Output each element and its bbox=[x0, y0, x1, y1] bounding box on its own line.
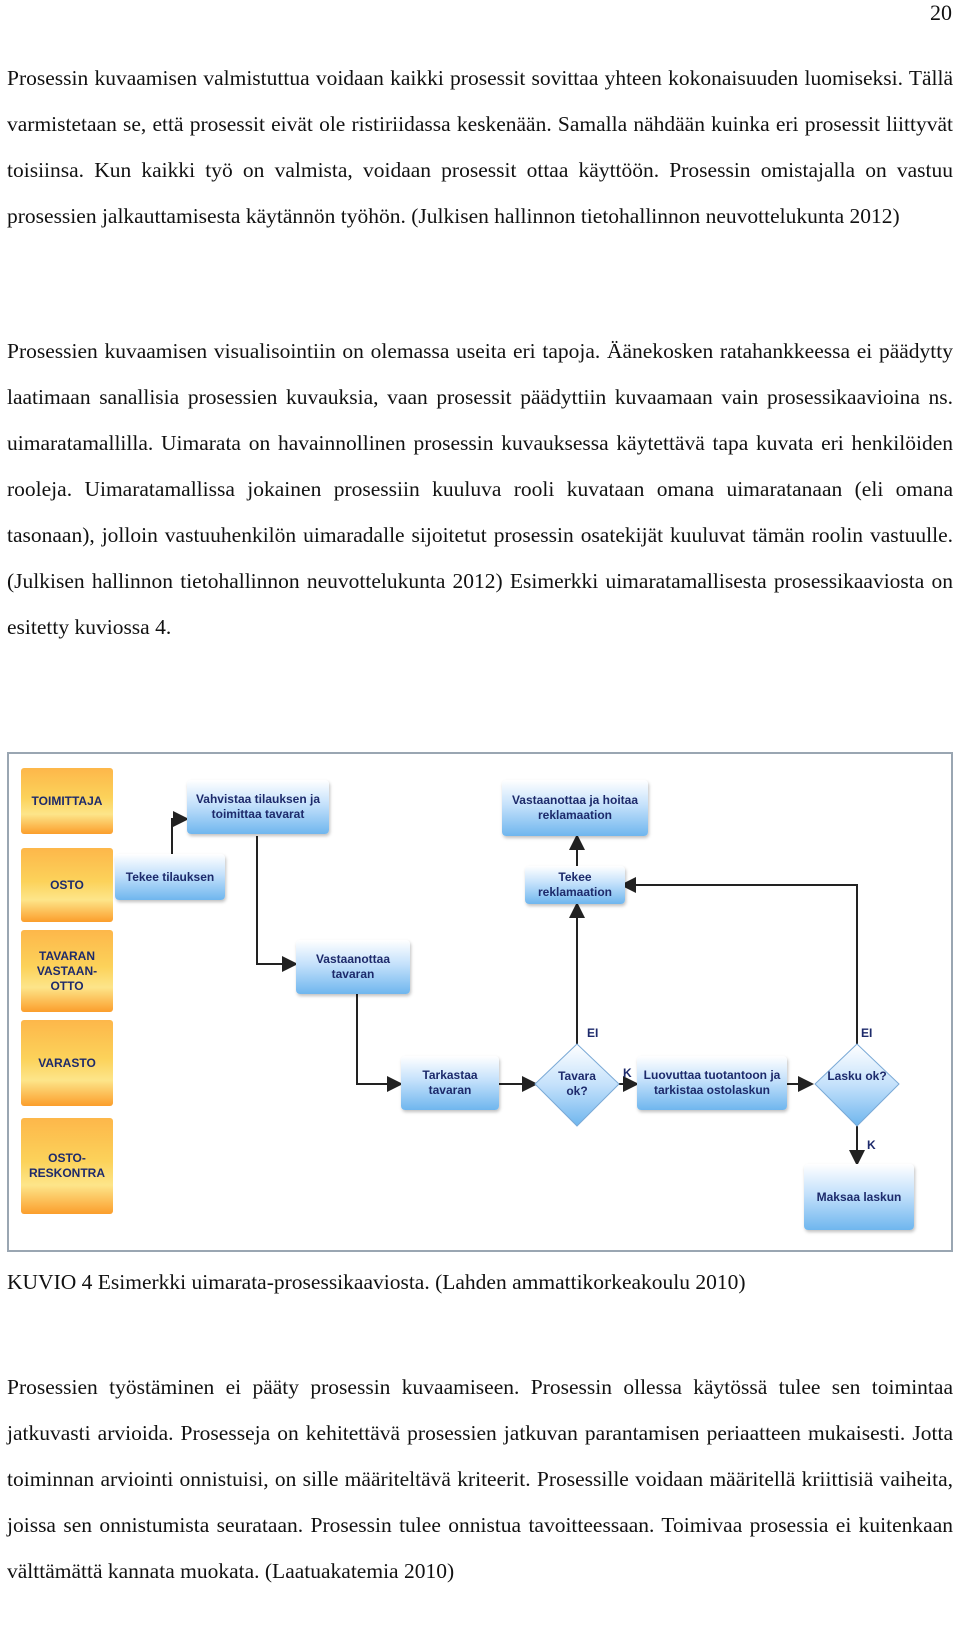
lane-ostoreskontra: OSTO- RESKONTRA bbox=[21, 1118, 113, 1214]
connector-receive-to-inspect bbox=[357, 994, 401, 1084]
lane-varasto: VARASTO bbox=[21, 1020, 113, 1106]
edge-label-goods-yes: K bbox=[623, 1066, 632, 1080]
decision-diamond-invoice bbox=[815, 1044, 899, 1126]
edge-label-invoice-yes: K bbox=[867, 1138, 876, 1152]
connector-invoice-no-to-complaint bbox=[622, 885, 857, 1044]
swimlane-diagram bbox=[7, 752, 953, 1252]
decision-invoice-ok: Lasku ok? bbox=[827, 1069, 887, 1083]
step-deliver-and-check-invoice: Luovuttaa tuotantoon ja tarkistaa ostolaskun bbox=[637, 1056, 787, 1110]
step-confirm-order: Vahvistaa tilauksen ja toimittaa tavarat bbox=[187, 780, 329, 834]
figure-caption: KUVIO 4 Esimerkki uimarata-prosessikaaviosta. (Lahden ammattikorkeakoulu 2010) bbox=[7, 1270, 746, 1294]
connector-confirm-to-receive bbox=[257, 836, 296, 964]
paragraph-3: Prosessien työstäminen ei pääty prosessin kuvaamiseen. Prosessin ollessa käytössä tulee sen toimintaa jatkuvasti arvioida. Prosesseja on kehitettävä prosessien jatkuvan parantamisen periaatteen mukaisesti. Jotta toiminnan arviointi onnistuisi, on sille määriteltävä kriteerit. Prosessille voidaan määritellä kriittisiä vaiheita, joissa sen onnistumista seurataan. Prosessin tulee onnistua tavoitteessaan. Toimivaa prosessia ei kuitenkaan välttämättä kannata muokata. (Laatuakatemia 2010) bbox=[7, 1375, 953, 1583]
step-make-complaint: Tekee reklamaation bbox=[525, 866, 625, 904]
lane-tavaran-vastaanotto: TAVARAN VASTAAN- OTTO bbox=[21, 930, 113, 1012]
step-place-order: Tekee tilauksen bbox=[115, 854, 225, 900]
page-number: 20 bbox=[930, 0, 952, 25]
step-pay-invoice: Maksaa laskun bbox=[804, 1164, 914, 1230]
lane-toimittaja: TOIMITTAJA bbox=[21, 768, 113, 834]
lane-osto: OSTO bbox=[21, 848, 113, 922]
step-inspect-goods: Tarkastaa tavaran bbox=[401, 1056, 499, 1110]
step-handle-complaint: Vastaanottaa ja hoitaa reklamaation bbox=[502, 780, 648, 836]
decision-goods-ok: Tavara ok? bbox=[558, 1069, 596, 1098]
edge-label-invoice-no: EI bbox=[861, 1026, 873, 1040]
paragraph-2: Prosessien kuvaamisen visualisointiin on olemassa useita eri tapoja. Äänekosken ratahankkeessa ei päädytty laatimaan sanallisia prosessien kuvauksia, vaan prosessit päädyttiin kuvaamaan vain prosessikaavioina ns. uimaratamallilla. Uimarata on havainnollinen prosessin kuvauksessa käytettävä tapa kuvata eri henkilöiden rooleja. Uimaratamallissa jokainen prosessiin kuuluva rooli kuvataan omana uimaratanaan (eli omana tasonaan), jolloin vastuuhenkilön uimaradalle sijoitetut prosessin osatekijät kuuluvat tämän roolin vastuulle. (Julkisen hallinnon tietohallinnon neuvottelukunta 2012) Esimerkki uimaratamallisesta prosessikaaviosta on esitetty kuviossa 4. bbox=[7, 339, 953, 639]
edge-label-goods-no: EI bbox=[587, 1026, 599, 1040]
step-receive-goods: Vastaanottaa tavaran bbox=[296, 940, 410, 994]
paragraph-1: Prosessin kuvaamisen valmistuttua voidaan kaikki prosessit sovittaa yhteen kokonaisuuden luomiseksi. Tällä varmistetaan se, että prosessit eivät ole ristiriidassa keskenään. Samalla nähdään kuinka eri prosessit liittyvät toisiinsa. Kun kaikki työ on valmista, voidaan prosessit ottaa käyttöön. Prosessin omistajalla on vastuu prosessien jalkauttamisesta käytännön työhön. (Julkisen hallinnon tietohallinnon neuvottelukunta 2012) bbox=[7, 66, 953, 228]
